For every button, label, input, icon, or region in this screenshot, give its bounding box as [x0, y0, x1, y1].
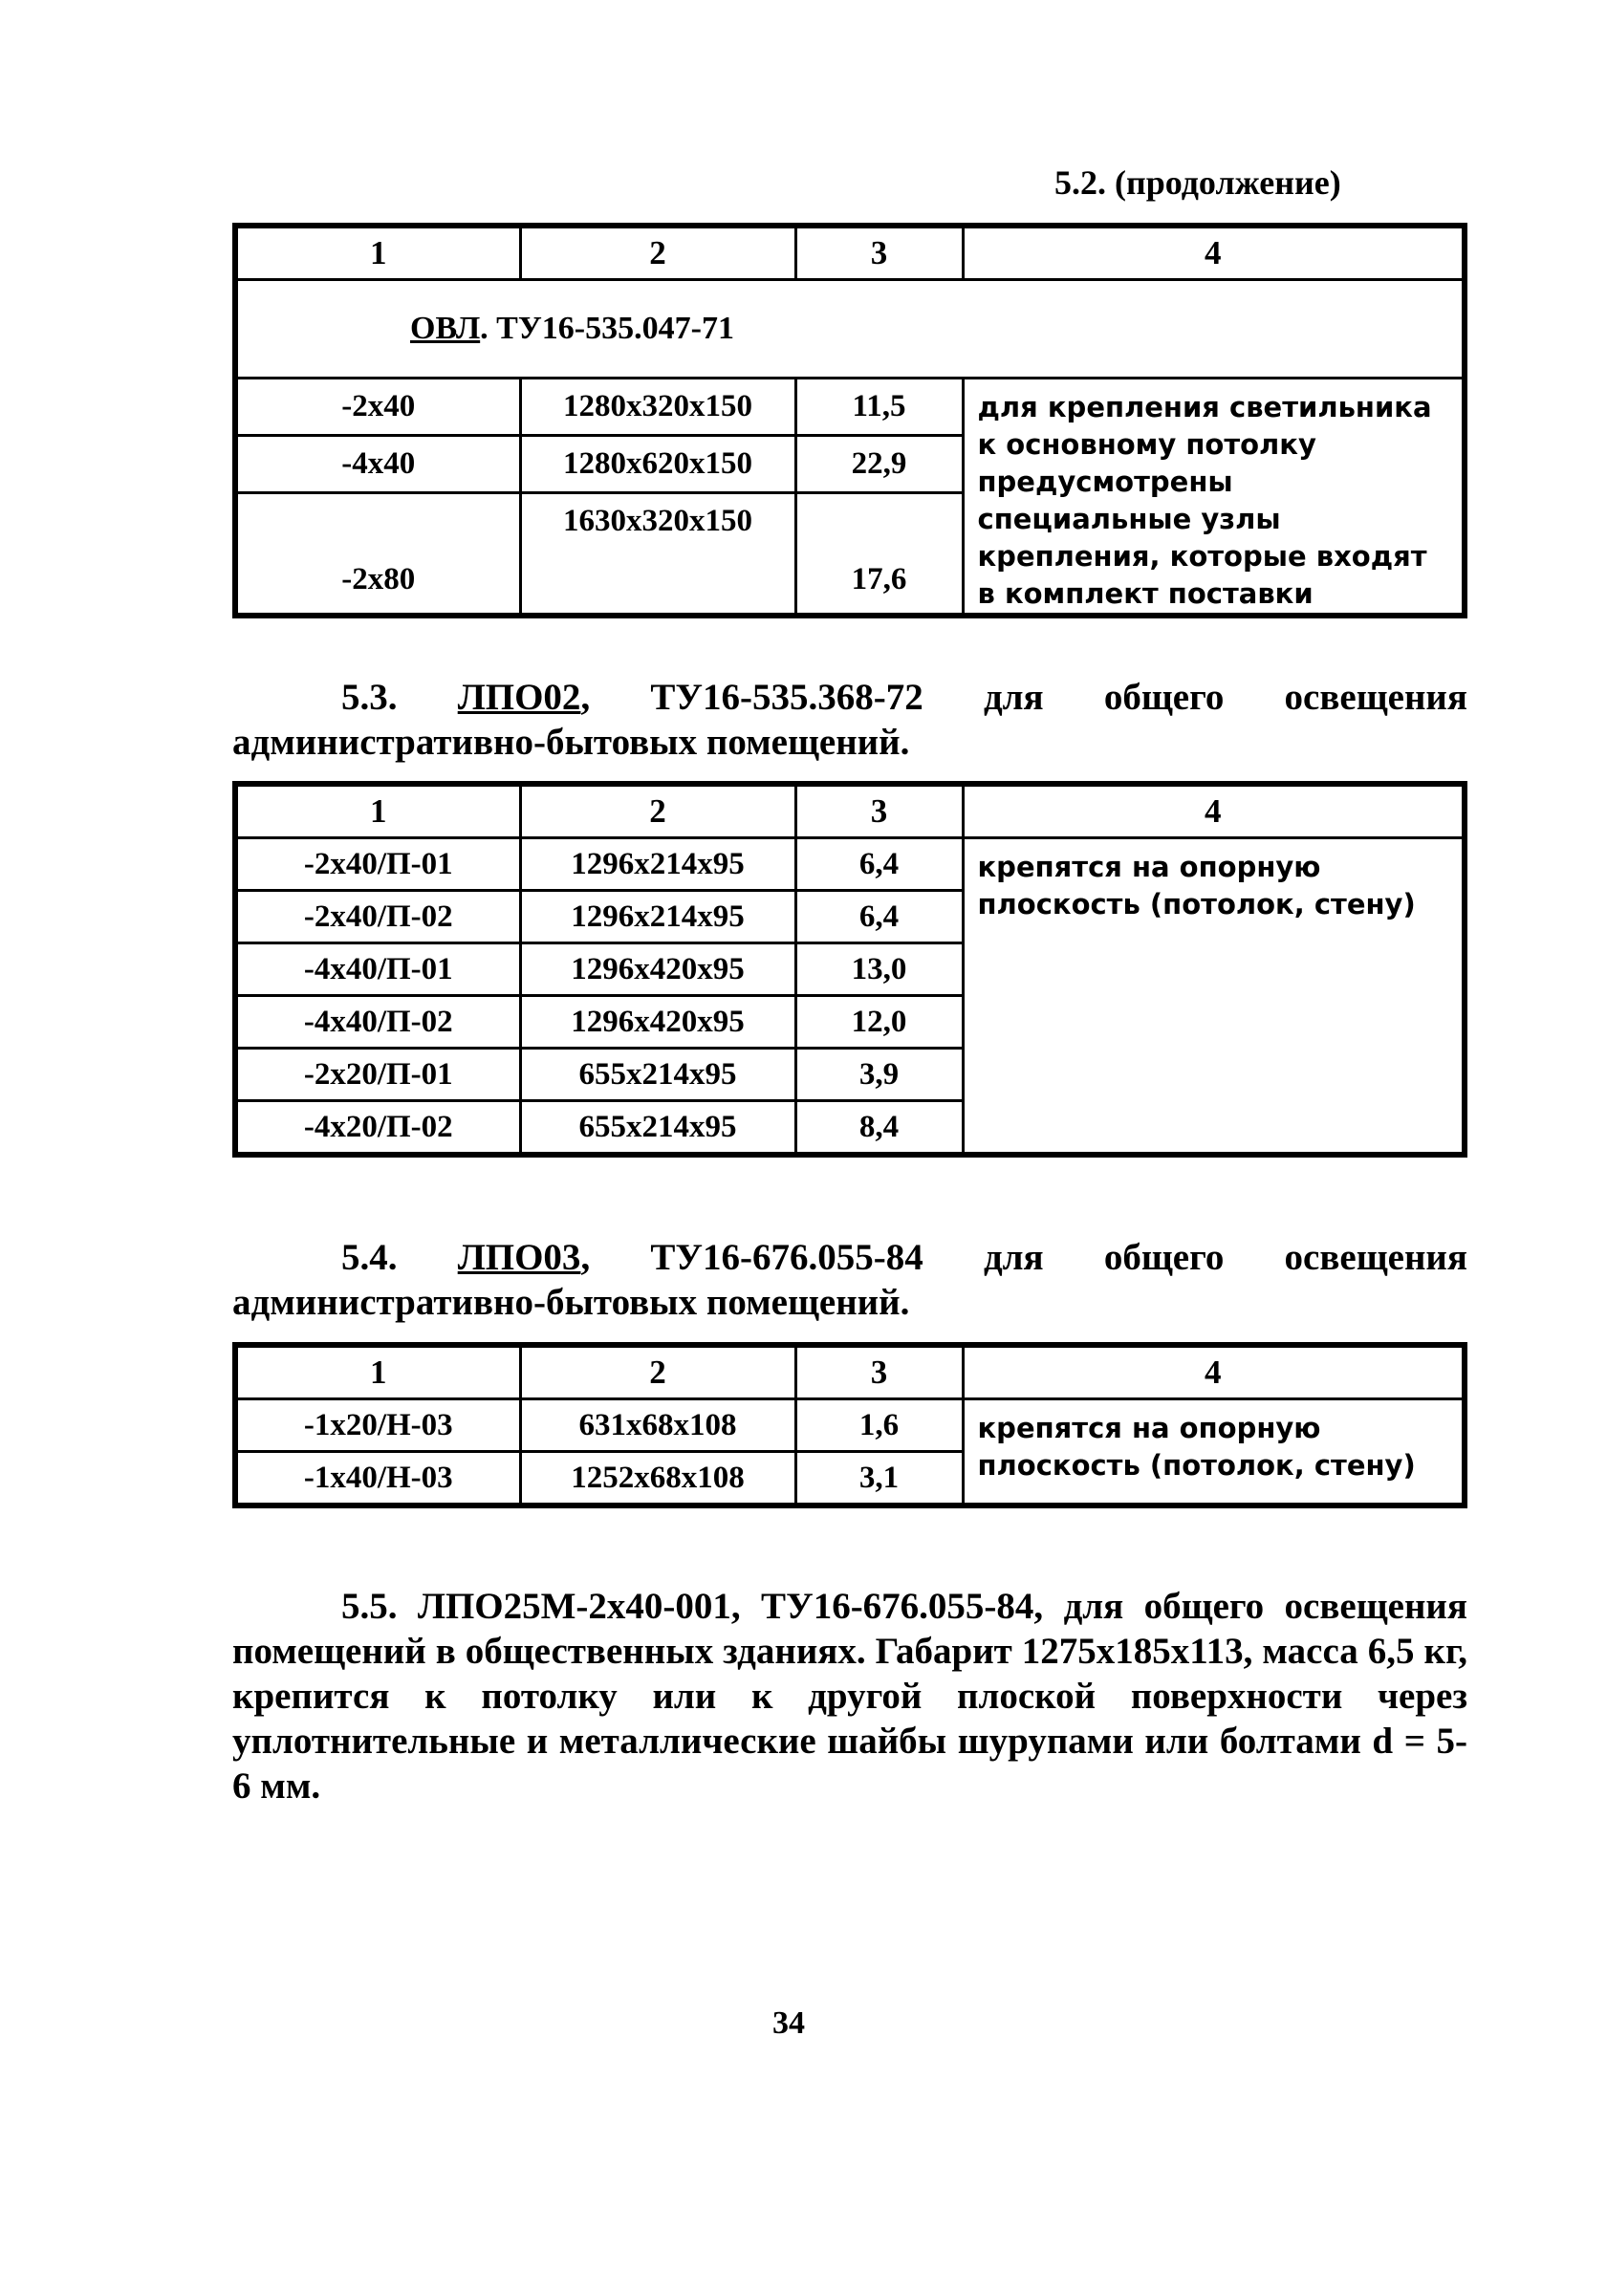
cell-dimensions: 1252х68х108 [520, 1452, 795, 1506]
cell-mass: 6,4 [795, 891, 963, 943]
cell-type: -2х40/П-02 [235, 891, 520, 943]
column-header: 4 [963, 226, 1465, 280]
cell-type: -4х40/П-01 [235, 943, 520, 996]
column-header: 4 [963, 784, 1465, 838]
section-5-5-paragraph: 5.5. ЛПО25М-2х40-001, ТУ16-676.055-84, для общего освещения помещений в общественных зданиях. Габарит 1275х185х113, масса 6,5 кг, крепится к потолку или к другой плоской поверхности через уплотнительные и металлические шайбы шурупами или болтами d = 5-6 мм. [232, 1586, 1467, 1807]
table-ovl [232, 223, 1467, 618]
cell-mass: 3,1 [795, 1452, 963, 1506]
section-number: 5.4. [341, 1237, 398, 1278]
cell-dimensions: 631х68х108 [520, 1399, 795, 1452]
table-lpo02 [232, 781, 1467, 1158]
column-header: 2 [520, 226, 795, 280]
section-5-4-heading [232, 1235, 1467, 1325]
table-section-row [235, 280, 1465, 379]
cell-dimensions: 1296х420х95 [520, 996, 795, 1049]
cell-type: -2х80 [235, 492, 520, 616]
column-header: 1 [235, 226, 520, 280]
cell-dimensions: 1296х214х95 [520, 891, 795, 943]
cell-dimensions: 655х214х95 [520, 1049, 795, 1101]
cell-type: -1х40/Н-03 [235, 1452, 520, 1506]
cell-type: -1х20/Н-03 [235, 1399, 520, 1452]
cell-type: -2х40 [235, 379, 520, 436]
cell-mass: 6,4 [795, 838, 963, 891]
section-description: , ТУ16-676.055-84 для общего освещения административно-бытовых помещений. [232, 1237, 1467, 1323]
cell-type: -4х40 [235, 435, 520, 492]
section-description: , ТУ16-535.368-72 для общего освещения административно-бытовых помещений. [232, 677, 1467, 763]
column-header: 3 [795, 1345, 963, 1399]
cell-mass: 8,4 [795, 1101, 963, 1156]
cell-dimensions: 1280х620х150 [520, 435, 795, 492]
cell-dimensions: 1280х320х150 [520, 379, 795, 436]
cell-type: -2х40/П-01 [235, 838, 520, 891]
page-number: 34 [772, 2005, 805, 2041]
section-product: ЛПО03 [457, 1237, 581, 1278]
section-name: ОВЛ [410, 311, 481, 346]
column-header: 4 [963, 1345, 1465, 1399]
cell-note: крепятся на опорную плоскость (потолок, стену) [963, 838, 1465, 1156]
column-header: 2 [520, 1345, 795, 1399]
cell-mass: 12,0 [795, 996, 963, 1049]
cell-mass: 3,9 [795, 1049, 963, 1101]
table-row [235, 379, 1465, 436]
cell-mass: 1,6 [795, 1399, 963, 1452]
table-header-row [235, 226, 1465, 280]
column-header: 3 [795, 784, 963, 838]
cell-mass: 17,6 [795, 492, 963, 616]
table-lpo03 [232, 1342, 1467, 1508]
table-row [235, 1399, 1465, 1452]
column-header: 3 [795, 226, 963, 280]
cell-mass: 11,5 [795, 379, 963, 436]
table-header-row [235, 784, 1465, 838]
cell-note: крепятся на опорную плоскость (потолок, стену) [963, 1399, 1465, 1506]
table-row [235, 838, 1465, 891]
section-5-3-heading [232, 675, 1467, 765]
cell-type: -2х20/П-01 [235, 1049, 520, 1101]
cell-mass: 22,9 [795, 435, 963, 492]
column-header: 2 [520, 784, 795, 838]
cell-type: -4х40/П-02 [235, 996, 520, 1049]
section-product: ЛПО02 [457, 677, 581, 718]
column-header: 1 [235, 1345, 520, 1399]
table-header-row [235, 1345, 1465, 1399]
cell-dimensions: 1296х214х95 [520, 838, 795, 891]
column-header: 1 [235, 784, 520, 838]
cell-dimensions: 1296х420х95 [520, 943, 795, 996]
cell-type: -4х20/П-02 [235, 1101, 520, 1156]
continuation-label: 5.2. (продолжение) [1054, 163, 1341, 202]
cell-dimensions: 1630х320х150 [520, 492, 795, 616]
cell-note: для крепления светильника к основному потолку предусмотрены специальные узлы крепления, которые входят в комплект поставки [963, 379, 1465, 617]
section-spec: . ТУ16-535.047-71 [480, 311, 734, 346]
cell-dimensions: 655х214х95 [520, 1101, 795, 1156]
cell-mass: 13,0 [795, 943, 963, 996]
section-number: 5.3. [341, 677, 398, 718]
section-title [235, 280, 1465, 379]
